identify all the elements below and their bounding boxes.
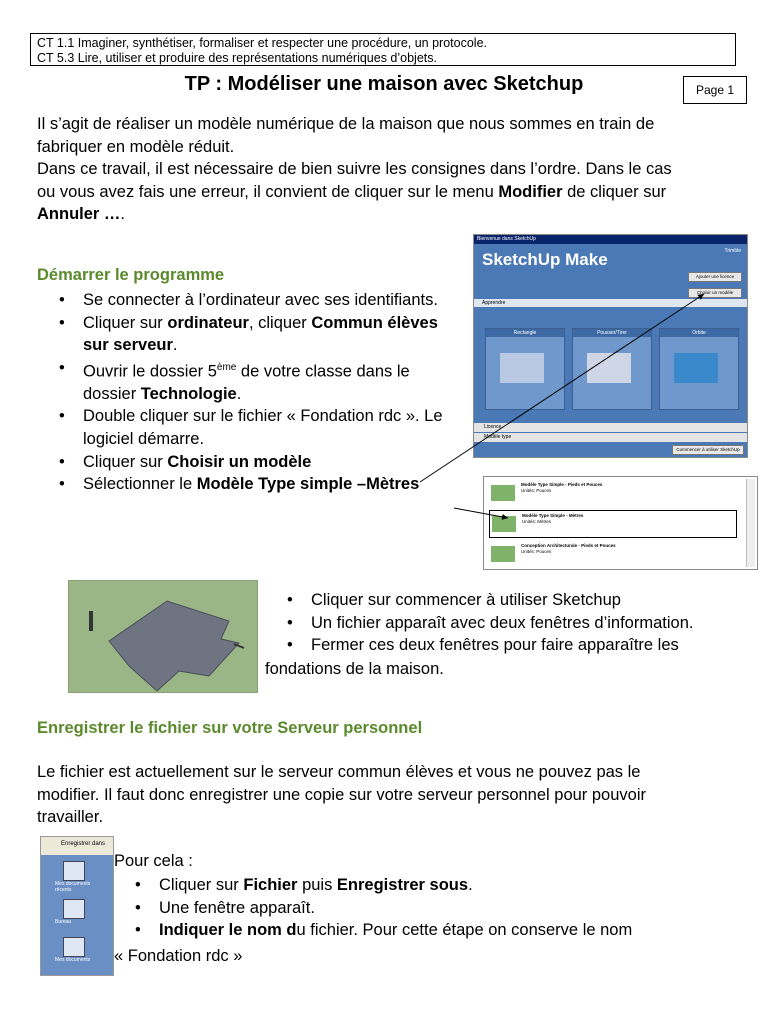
desktop-icon[interactable]	[63, 899, 85, 919]
add-license-button[interactable]: Ajouter une licence	[688, 272, 742, 282]
start-sketchup-button[interactable]: Commencer à utiliser SketchUp	[672, 445, 744, 455]
intro-line: fabriquer en modèle réduit.	[37, 137, 235, 156]
pour-cela: Pour cela :	[114, 852, 193, 870]
list-item-selected[interactable]: Modèle Type Simple - Mètres Unités: Mètres	[489, 510, 737, 538]
recent-documents-icon[interactable]	[63, 861, 85, 881]
foundation-drawing	[69, 581, 257, 692]
section-heading-save: Enregistrer le fichier sur votre Serveur personnel	[37, 719, 423, 737]
card-rectangle: Rectangle	[485, 328, 565, 410]
page-number: Page 1	[683, 76, 747, 104]
card-push-pull: Pousser/Tirer	[572, 328, 652, 410]
list-item: • Indiquer le nom du fichier. Pour cette étape on conserve le nom	[113, 919, 753, 942]
save-steps-list	[113, 874, 753, 942]
competency-line-2: CT 5.3 Lire, utiliser et produire des représentations numériques d’objets.	[37, 51, 437, 65]
intro-line: Il s’agit de réaliser un modèle numérique de la maison que nous sommes en train de	[37, 115, 655, 133]
my-documents-icon[interactable]	[63, 937, 85, 957]
list-item: • Fermer ces deux fenêtres pour faire apparaître les	[265, 634, 745, 657]
places-bar	[41, 855, 113, 975]
arrow-to-model-row	[454, 508, 508, 518]
intro-line: Annuler ….	[37, 205, 126, 224]
list-item[interactable]: Modèle Type Simple - Pieds et Pouces Unités: Pouces	[489, 480, 735, 506]
list-item: • Cliquer sur ordinateur, cliquer Commun élèves sur serveur.	[37, 312, 462, 357]
places-label: Mes documents récents	[55, 881, 91, 893]
page-title: TP : Modéliser une maison avec Sketchup	[184, 73, 584, 95]
licence-section[interactable]: Licence	[474, 423, 747, 432]
sketchup-logo: SketchUp Make	[482, 250, 608, 269]
places-label: Bureau	[55, 919, 72, 925]
list-item: • Double cliquer sur le fichier « Fondation rdc ». Le logiciel démarre.	[37, 405, 462, 450]
list-item[interactable]: Conception Architecturale - Pieds et Pouces Unités: Pouces	[489, 541, 735, 567]
trimble-brand: Trimble	[724, 248, 741, 254]
list-item: • Un fichier apparaît avec deux fenêtres d’information.	[265, 612, 745, 635]
save-dialog-screenshot	[40, 836, 114, 976]
competency-line-1: CT 1.1 Imaginer, synthétiser, formaliser et respecter une procédure, un protocole.	[37, 36, 487, 50]
list-item: • Cliquer sur Fichier puis Enregistrer sous.	[113, 874, 753, 897]
learn-section[interactable]: Apprendre	[474, 299, 747, 307]
intro-line: ou vous avez fais une erreur, il convient de cliquer sur le menu Modifier de cliquer sur	[37, 182, 667, 201]
save-in-label: Enregistrer dans	[61, 841, 106, 847]
file-name-example: « Fondation rdc »	[114, 947, 243, 965]
welcome-titlebar: Bienvenue dans SketchUp	[474, 235, 747, 244]
steps2-continuation: fondations de la maison.	[265, 660, 444, 678]
choose-model-button[interactable]: Choisir un modèle	[688, 288, 742, 298]
model-type-section[interactable]: Modèle type	[474, 433, 747, 442]
menu-modifier: Modifier	[498, 182, 563, 201]
save-paragraph: Le fichier est actuellement sur le serveur commun élèves et vous ne pouvez pas le modifier. Il faut donc enregistrer une copie sur votre serveur personnel pour pouvoir travailler.	[37, 763, 646, 827]
list-item: • Ouvrir le dossier 5ème de votre classe dans le dossier Technologie.	[37, 357, 462, 406]
list-item: • Une fenêtre apparaît.	[113, 897, 753, 920]
list-item: • Se connecter à l’ordinateur avec ses identifiants.	[37, 289, 462, 312]
intro-line: Dans ce travail, il est nécessaire de bien suivre les consignes dans l’ordre. Dans le cas	[37, 160, 672, 179]
card-orbit: Orbite	[659, 328, 739, 410]
start-usage-list	[265, 589, 745, 657]
arrow-to-choose-model	[420, 294, 704, 482]
foundation-3d-screenshot	[68, 580, 258, 693]
list-item: • Cliquer sur Choisir un modèle	[37, 451, 462, 474]
list-item: • Cliquer sur commencer à utiliser Sketchup	[265, 589, 745, 612]
section-heading-start: Démarrer le programme	[37, 266, 225, 284]
list-item: • Sélectionner le Modèle Type simple –Mètres	[37, 473, 462, 496]
menu-annuler: Annuler …	[37, 205, 121, 224]
places-label: Mes documents	[55, 957, 91, 963]
